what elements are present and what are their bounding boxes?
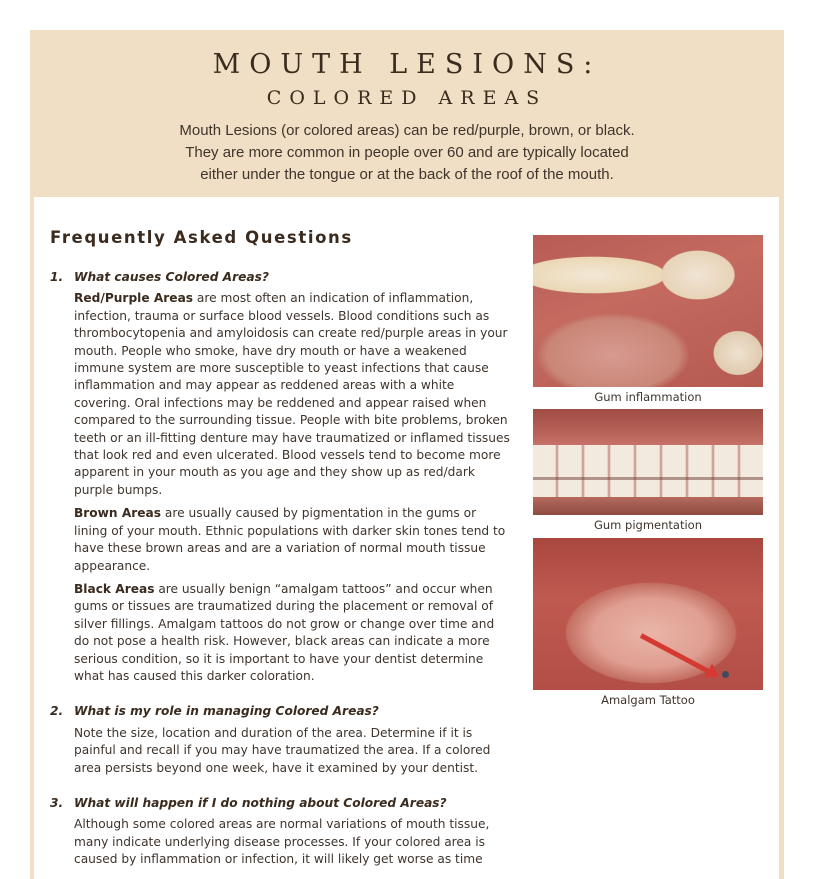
answer-text: are usually benign “amalgam tattoos” and occur when gums or tissues are traumatized during the placement or removal of silver fillings. Amalgam tattoos do not grow or change over time and do not pose a health risk. However, black areas can indicate a more serious condition, so it is important to have your dentist determine what has caused this darker coloration. [74, 581, 495, 683]
intro-line: They are more common in people over 60 and are typically located [185, 144, 629, 161]
question-number: 1. [50, 270, 64, 284]
figure-amalgam-tattoo [533, 538, 763, 707]
answer-paragraph [74, 725, 510, 777]
answer-lead: Black Areas [74, 581, 155, 596]
page-subtitle: COLORED AREAS [266, 87, 548, 109]
answer-paragraph [74, 816, 510, 868]
gum-pigmentation-photo [533, 409, 763, 515]
answer-lead: Brown Areas [74, 506, 162, 521]
answer-paragraph [74, 290, 510, 499]
intro-line: either under the tongue or at the back of the roof of the mouth. [200, 166, 614, 183]
answer-text: Although some colored areas are normal variations of mouth tissue, many indicate underlying disease processes. If your colored area is caused by inflammation or infection, it will likely get worse as time [74, 817, 490, 867]
faq-list [50, 269, 510, 879]
answer-paragraph [74, 581, 510, 685]
question-text: What is my role in managing Colored Areas? [74, 704, 379, 719]
answer-text: are usually caused by pigmentation in the gums or lining of your mouth. Ethnic populations with darker skin tones tend to have these brown areas and are a variation of normal mouth tissue appearance. [74, 506, 506, 573]
content-panel [34, 197, 779, 879]
figure-caption: Gum pigmentation [593, 518, 702, 532]
figure-caption: Amalgam Tattoo [601, 693, 695, 707]
answer-text: Note the size, location and duration of the area. Determine if it is painful and recall if you may have traumatized the area. If a colored area persists beyond one week, have it examined by your dentist. [74, 725, 491, 775]
tattoo-spot [722, 671, 729, 678]
red-arrow-icon [640, 633, 713, 675]
question-number: 2. [50, 704, 64, 719]
header-banner [30, 30, 784, 197]
faq-item [50, 269, 510, 685]
faq-question [50, 269, 510, 286]
page-frame [30, 30, 784, 879]
intro-line: Mouth Lesions (or colored areas) can be red/purple, brown, or black. [179, 122, 635, 139]
intro-text [30, 120, 784, 186]
question-text: What causes Colored Areas? [74, 270, 269, 284]
figure-gum-pigmentation [533, 409, 763, 532]
answer-lead: Red/Purple Areas [74, 291, 194, 306]
teeth-bite-line [533, 477, 763, 480]
faq-item [50, 795, 510, 869]
figure-caption: Gum inflammation [594, 390, 702, 404]
amalgam-tattoo-photo [533, 538, 763, 690]
figure-gum-inflammation [533, 235, 763, 404]
answer-paragraph [74, 505, 510, 575]
faq-item [50, 703, 510, 777]
question-number: 3. [50, 795, 64, 810]
faq-heading: Frequently Asked Questions [50, 228, 353, 247]
answer-text: are most often an indication of inflammation, infection, trauma or surface blood vessels. Blood conditions such as thrombocytopenia and amyloidosis can create red/purple areas in your mouth. People who smoke, have dry mouth or have a weakened immune system are more susceptible to yeast infections that cause inflammation and may appear as reddened areas with a white covering. Oral infections may be reddened and appear raised when compared to the surrounding tissue. People with bite problems, broken teeth or an ill-fitting denture may have traumatized or inflamed tissues that look red and even ulcerated. Blood vessels tend to become more apparent in your mouth as you age and they show up as red/dark purple bumps. [74, 291, 510, 497]
faq-question [50, 795, 510, 812]
page-title: MOUTH LESIONS: [212, 49, 602, 80]
gum-inflammation-photo [533, 235, 763, 387]
question-text: What will happen if I do nothing about Colored Areas? [74, 795, 447, 810]
faq-question [50, 703, 510, 720]
